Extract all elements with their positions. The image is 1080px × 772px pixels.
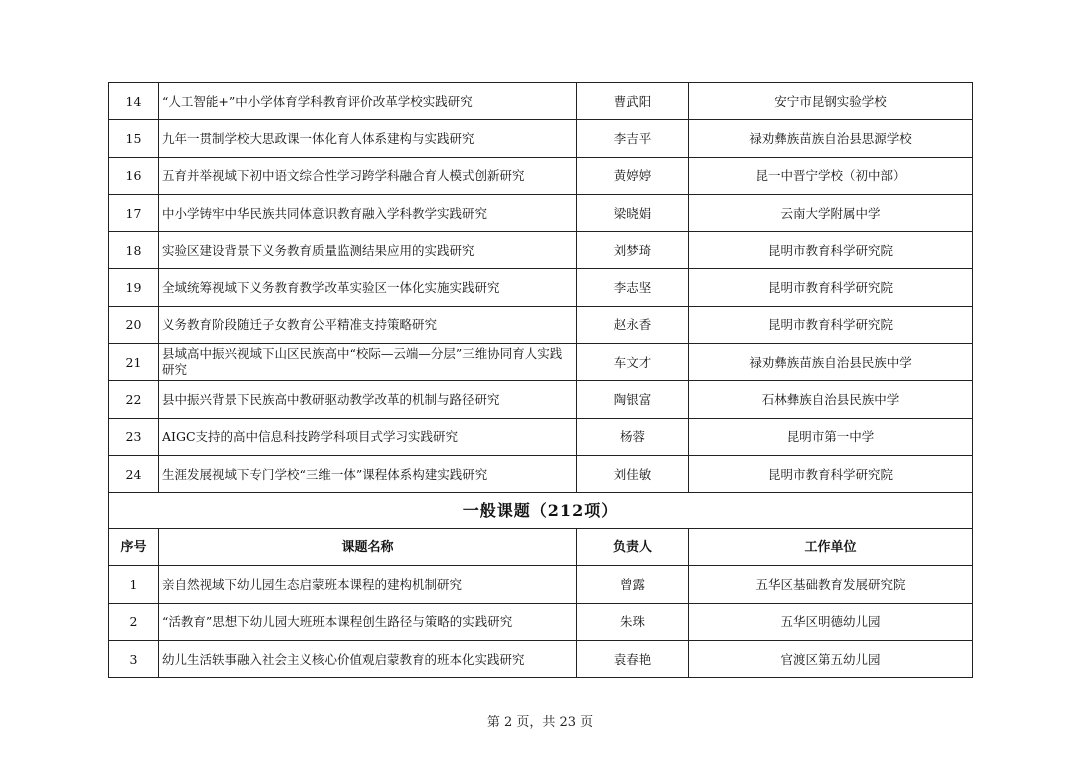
- project-title: 幼儿生活轶事融入社会主义核心价值观启蒙教育的班本化实践研究: [159, 640, 577, 677]
- work-unit: 安宁市昆钢实验学校: [689, 83, 973, 120]
- row-number: 1: [109, 566, 159, 603]
- table-row: [109, 157, 973, 194]
- header-unit: 工作单位: [689, 529, 973, 566]
- project-title: 亲自然视域下幼儿园生态启蒙班本课程的建构机制研究: [159, 566, 577, 603]
- row-number: 14: [109, 83, 159, 120]
- header-title: 课题名称: [159, 529, 577, 566]
- table-row: [109, 232, 973, 269]
- work-unit: 昆明市教育科学研究院: [689, 232, 973, 269]
- work-unit: 昆明市教育科学研究院: [689, 306, 973, 343]
- work-unit: 五华区基础教育发展研究院: [689, 566, 973, 603]
- work-unit: 禄劝彝族苗族自治县思源学校: [689, 120, 973, 157]
- project-leader: 曹武阳: [577, 83, 689, 120]
- work-unit: 官渡区第五幼儿园: [689, 640, 973, 677]
- table-row: [109, 83, 973, 120]
- project-title: 实验区建设背景下义务教育质量监测结果应用的实践研究: [159, 232, 577, 269]
- row-number: 17: [109, 194, 159, 231]
- work-unit: 云南大学附属中学: [689, 194, 973, 231]
- project-title: 九年一贯制学校大思政课一体化育人体系建构与实践研究: [159, 120, 577, 157]
- row-number: 2: [109, 603, 159, 640]
- project-title: 义务教育阶段随迁子女教育公平精准支持策略研究: [159, 306, 577, 343]
- table-row: [109, 603, 973, 640]
- project-leader: 李吉平: [577, 120, 689, 157]
- work-unit: 昆明市教育科学研究院: [689, 455, 973, 492]
- table-row: [109, 120, 973, 157]
- row-number: 22: [109, 381, 159, 418]
- project-leader: 黄婷婷: [577, 157, 689, 194]
- table-row: [109, 306, 973, 343]
- project-title: 全域统筹视域下义务教育教学改革实验区一体化实施实践研究: [159, 269, 577, 306]
- project-leader: 陶银富: [577, 381, 689, 418]
- project-leader: 曾露: [577, 566, 689, 603]
- table-row: [109, 455, 973, 492]
- project-leader: 袁春艳: [577, 640, 689, 677]
- project-leader: 刘佳敏: [577, 455, 689, 492]
- project-leader: 赵永香: [577, 306, 689, 343]
- table-row: [109, 194, 973, 231]
- work-unit: 五华区明德幼儿园: [689, 603, 973, 640]
- page-footer: 第 2 页，共 23 页: [486, 715, 594, 730]
- project-title: 县域高中振兴视域下山区民族高中“校际—云端—分层”三维协同育人实践研究: [159, 344, 577, 381]
- work-unit: 石林彝族自治县民族中学: [689, 381, 973, 418]
- project-title: “活教育”思想下幼儿园大班班本课程创生路径与策略的实践研究: [159, 603, 577, 640]
- header-number: 序号: [109, 529, 159, 566]
- project-leader: 车文才: [577, 344, 689, 381]
- project-title: 县中振兴背景下民族高中教研驱动教学改革的机制与路径研究: [159, 381, 577, 418]
- project-title: 生涯发展视域下专门学校“三维一体”课程体系构建实践研究: [159, 455, 577, 492]
- work-unit: 昆明市第一中学: [689, 418, 973, 455]
- project-title: AIGC支持的高中信息科技跨学科项目式学习实践研究: [159, 418, 577, 455]
- project-title: 五育并举视域下初中语文综合性学习跨学科融合育人模式创新研究: [159, 157, 577, 194]
- table-header-row: [109, 529, 973, 566]
- section-title: 一般课题（212项）: [109, 493, 973, 529]
- section-row: [109, 493, 973, 529]
- header-leader: 负责人: [577, 529, 689, 566]
- row-number: 20: [109, 306, 159, 343]
- row-number: 16: [109, 157, 159, 194]
- project-title: “人工智能+”中小学体育学科教育评价改革学校实践研究: [159, 83, 577, 120]
- table-row: [109, 566, 973, 603]
- project-title: 中小学铸牢中华民族共同体意识教育融入学科教学实践研究: [159, 194, 577, 231]
- project-leader: 李志坚: [577, 269, 689, 306]
- table-row: [109, 381, 973, 418]
- work-unit: 昆一中晋宁学校（初中部）: [689, 157, 973, 194]
- project-leader: 杨蓉: [577, 418, 689, 455]
- table-row: [109, 344, 973, 381]
- row-number: 21: [109, 344, 159, 381]
- work-unit: 昆明市教育科学研究院: [689, 269, 973, 306]
- table-row: [109, 269, 973, 306]
- project-table: [108, 82, 973, 678]
- row-number: 23: [109, 418, 159, 455]
- table-body: [109, 83, 973, 678]
- table-row: [109, 640, 973, 677]
- project-leader: 梁晓娟: [577, 194, 689, 231]
- row-number: 15: [109, 120, 159, 157]
- project-leader: 朱珠: [577, 603, 689, 640]
- project-leader: 刘梦琦: [577, 232, 689, 269]
- row-number: 24: [109, 455, 159, 492]
- row-number: 19: [109, 269, 159, 306]
- work-unit: 禄劝彝族苗族自治县民族中学: [689, 344, 973, 381]
- row-number: 3: [109, 640, 159, 677]
- table-row: [109, 418, 973, 455]
- row-number: 18: [109, 232, 159, 269]
